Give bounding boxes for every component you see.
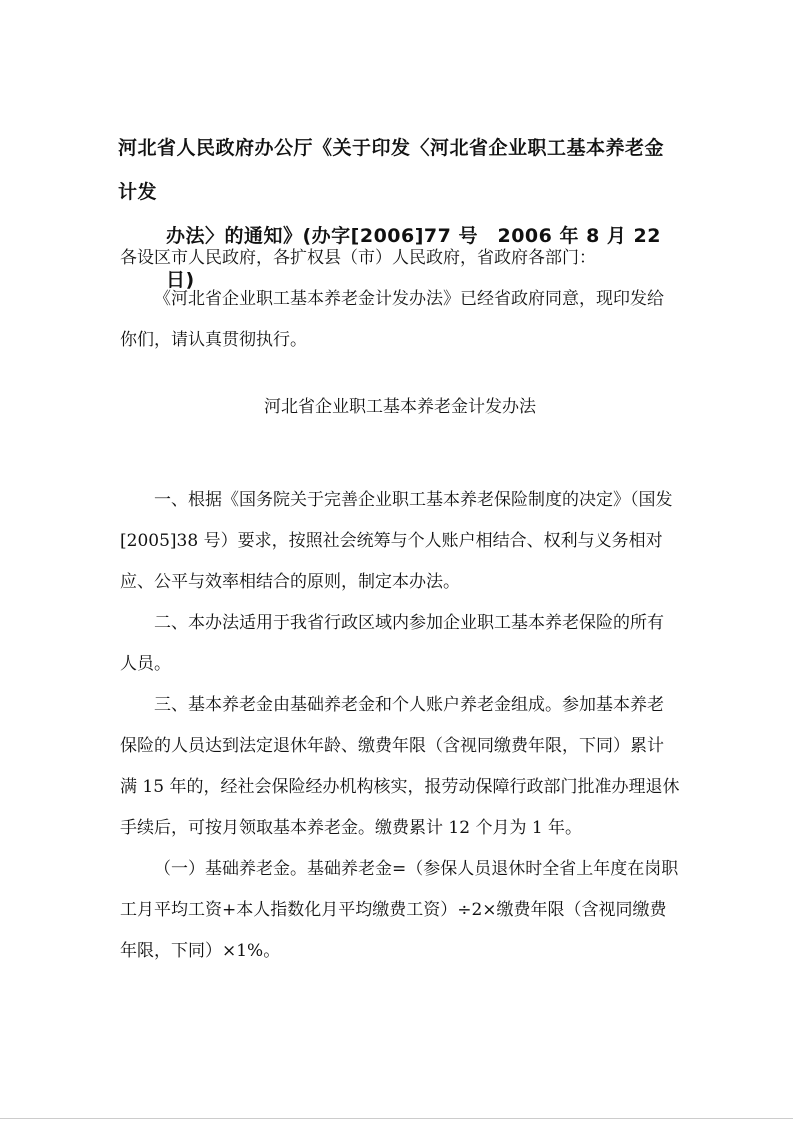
intro-paragraph: 《河北省企业职工基本养老金计发办法》已经省政府同意，现印发给你们，请认真贯彻执行。: [120, 289, 664, 350]
paragraph-3: 三、基本养老金由基础养老金和个人账户养老金组成。参加基本养老保险的人员达到法定退休年龄、缴费年限（含视同缴费年限，下同）累计满 15 年的，经社会保险经办机构核实，报劳动保障行政部门批准办理退休手续后，可按月领取基本养老金。缴费累计 12 个月为 1 年。: [120, 695, 680, 838]
page-divider: [0, 1118, 793, 1119]
paragraph-2: 二、本办法适用于我省行政区域内参加企业职工基本养老保险的所有人员。: [120, 613, 664, 674]
title-line-2: 办法〉的通知》(办字[2006]77 号 2006 年 8 月 22 日): [166, 225, 661, 291]
document-body: [120, 238, 680, 972]
salutation: 各设区市人民政府，各扩权县（市）人民政府，省政府各部门：: [120, 248, 596, 268]
paragraph-1: 一、根据《国务院关于完善企业职工基本养老保险制度的决定》（国发[2005]38 号）要求，按照社会统筹与个人账户相结合、权利与义务相对应、公平与效率相结合的原则，制定本办法。: [120, 490, 673, 592]
paragraph-4: （一）基础养老金。基础养老金=（参保人员退休时全省上年度在岗职工月平均工资+本人指数化月平均缴费工资）÷2×缴费年限（含视同缴费年限，下同）×1%。: [120, 859, 679, 961]
section-heading: 河北省企业职工基本养老金计发办法: [264, 397, 536, 417]
title-line-1: 河北省人民政府办公厅《关于印发〈河北省企业职工基本养老金计发: [118, 137, 665, 203]
